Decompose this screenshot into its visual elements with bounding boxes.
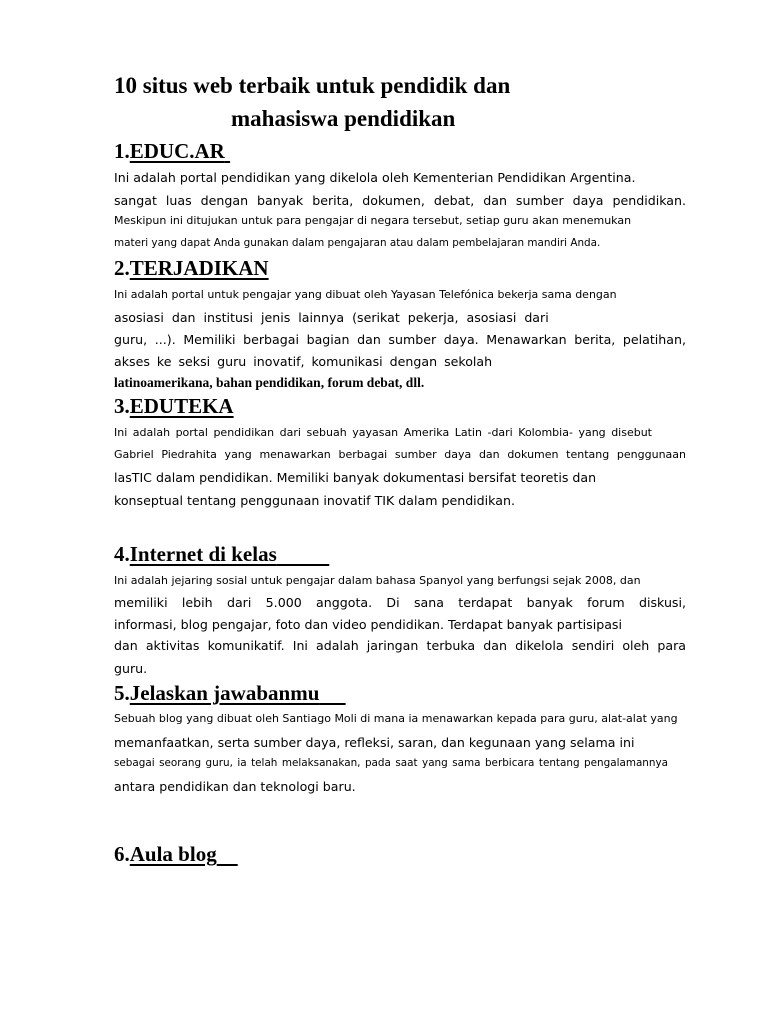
paragraph-line: Ini adalah portal pendidikan yang dikelola oleh Kementerian Pendidikan Argentina. <box>114 170 636 185</box>
paragraph-line: guru. <box>114 661 148 676</box>
paragraph-line: Ini adalah portal untuk pengajar yang dibuat oleh Yayasan Telefónica bekerja sama dengan <box>114 288 617 301</box>
paragraph-line: Meskipun ini ditujukan untuk para pengajar di negara tersebut, setiap guru akan menemukan <box>114 214 632 227</box>
paragraph-line: latinoamerikana, bahan pendidikan, forum debat, dll. <box>114 375 425 390</box>
section-heading-eduteka: 3.EDUTEKA <box>114 394 234 418</box>
paragraph-line: dan aktivitas komunikatif. Ini adalah jaringan terbuka dan dikelola sendiri oleh para <box>114 638 686 653</box>
document-title-line-1: 10 situs web terbaik untuk pendidik dan <box>114 73 511 98</box>
paragraph-line: memiliki lebih dari 5.000 anggota. Di sana terdapat banyak forum diskusi, <box>114 595 686 610</box>
section-heading-educar: 1.EDUC.AR <box>114 139 225 163</box>
paragraph-line: memanfaatkan, serta sumber daya, refleksi, saran, dan kegunaan yang selama ini <box>114 735 635 750</box>
paragraph-line: sebagai seorang guru, ia telah melaksanakan, pada saat yang sama berbicara tentang pengalamannya <box>114 757 668 769</box>
section-heading-aula-blog: 6.Aula blog <box>114 842 217 866</box>
section-heading-internet-di-kelas: 4.Internet di kelas <box>114 542 277 566</box>
paragraph-line: materi yang dapat Anda gunakan dalam pengajaran atau dalam pembelajaran mandiri Anda. <box>114 237 601 249</box>
paragraph-line: Ini adalah jejaring sosial untuk pengajar dalam bahasa Spanyol yang berfungsi sejak 2008, dan <box>114 574 641 587</box>
paragraph-line: Ini adalah portal pendidikan dari sebuah yayasan Amerika Latin -dari Kolombia- yang disebut <box>114 426 652 439</box>
section-heading-terjadikan: 2.TERJADIKAN <box>114 256 269 280</box>
paragraph-line: asosiasi dan institusi jenis lainnya (serikat pekerja, asosiasi dari <box>114 310 549 325</box>
document-title-line-2: mahasiswa pendidikan <box>231 106 456 131</box>
paragraph-line: lasTIC dalam pendidikan. Memiliki banyak dokumentasi bersifat teoretis dan <box>114 470 597 485</box>
paragraph-line: antara pendidikan dan teknologi baru. <box>114 779 356 794</box>
paragraph-line: guru, ...). Memiliki berbagai bagian dan sumber daya. Menawarkan berita, pelatihan, <box>114 332 686 347</box>
paragraph-line: akses ke seksi guru inovatif, komunikasi dengan sekolah <box>114 354 493 369</box>
paragraph-line: Sebuah blog yang dibuat oleh Santiago Moli di mana ia menawarkan kepada para guru, alat-alat yang <box>114 712 678 725</box>
paragraph-line: informasi, blog pengajar, foto dan video pendidikan. Terdapat banyak partisipasi <box>114 617 622 632</box>
paragraph-line: Gabriel Piedrahita yang menawarkan berbagai sumber daya dan dokumen tentang penggunaan <box>114 448 686 461</box>
paragraph-line: konseptual tentang penggunaan inovatif TIK dalam pendidikan. <box>114 493 515 508</box>
paragraph-line: sangat luas dengan banyak berita, dokumen, debat, dan sumber daya pendidikan. <box>114 193 686 208</box>
section-heading-jelaskan-jawabanmu: 5.Jelaskan jawabanmu <box>114 681 320 705</box>
